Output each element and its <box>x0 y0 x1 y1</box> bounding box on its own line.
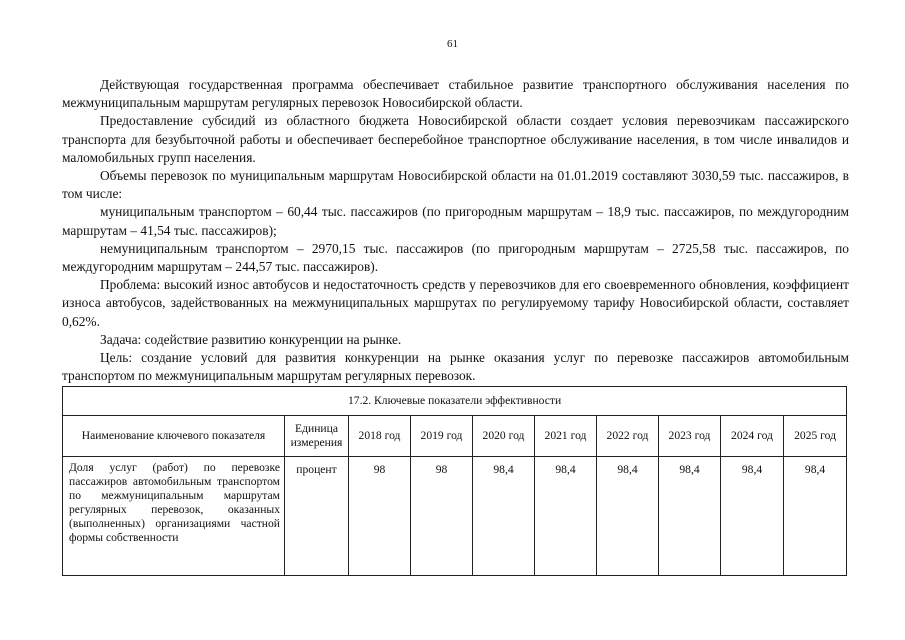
kpi-table <box>62 386 847 576</box>
paragraph-goal: Цель: создание условий для развития конкуренции на рынке оказания услуг по перевозке пассажиров автомобильным транспортом по межмуниципальным маршрутам регулярных перевозок. <box>62 350 849 384</box>
value-cell: 98,4 <box>597 457 659 576</box>
paragraph-problem: Проблема: высокий износ автобусов и недостаточность средств у перевозчиков для его своевременного обновления, коэффициент износа автобусов, задействованных на межмуниципальных маршрутах по регулируемому тарифу Новосибирской области, составляет 0,62%. <box>62 277 849 329</box>
value-cell: 98 <box>411 457 473 576</box>
value-cell: 98,4 <box>473 457 535 576</box>
table-header-row <box>63 416 847 457</box>
table-caption: 17.2. Ключевые показатели эффективности <box>63 387 847 416</box>
paragraph-task: Задача: содействие развитию конкуренции на рынке. <box>100 331 402 347</box>
value-cell: 98,4 <box>659 457 721 576</box>
header-year: 2022 год <box>597 416 659 457</box>
document-body <box>62 76 849 385</box>
value-cell: 98,4 <box>535 457 597 576</box>
header-indicator-name: Наименование ключевого показателя <box>63 416 285 457</box>
indicator-name-cell: Доля услуг (работ) по перевозке пассажиров автомобильным транспортом по межмуниципальным маршрутам регулярных перевозок, оказанных (выполненных) организациями частной формы собственности <box>63 457 285 576</box>
paragraph-program-description: Действующая государственная программа обеспечивает стабильное развитие транспортного обслуживания населения по межмуниципальным маршрутам регулярных перевозок Новосибирской области. <box>62 77 849 111</box>
paragraph-municipal-transport: муниципальным транспортом – 60,44 тыс. пассажиров (по пригородным маршрутам – 18,9 тыс. пассажиров, по междугородним маршрутам – 41,54 тыс. пассажиров); <box>62 204 849 238</box>
paragraph-transport-volume: Объемы перевозок по муниципальным маршрутам Новосибирской области на 01.01.2019 составляют 3030,59 тыс. пассажиров, в том числе: <box>62 168 849 202</box>
value-cell: 98,4 <box>784 457 847 576</box>
unit-cell: процент <box>285 457 349 576</box>
header-year: 2025 год <box>784 416 847 457</box>
table-row <box>63 457 847 576</box>
header-year: 2023 год <box>659 416 721 457</box>
header-year: 2024 год <box>721 416 784 457</box>
page-number: 61 <box>447 38 458 50</box>
header-unit: Единица измерения <box>285 416 349 457</box>
header-year: 2021 год <box>535 416 597 457</box>
header-year: 2018 год <box>349 416 411 457</box>
header-year: 2020 год <box>473 416 535 457</box>
value-cell: 98 <box>349 457 411 576</box>
paragraph-nonmunicipal-transport: немуниципальным транспортом – 2970,15 тыс. пассажиров (по пригородным маршрутам – 2725,58 тыс. пассажиров, по междугородним маршрутам – 244,57 тыс. пассажиров). <box>62 240 849 275</box>
header-year: 2019 год <box>411 416 473 457</box>
value-cell: 98,4 <box>721 457 784 576</box>
paragraph-subsidies: Предоставление субсидий из областного бюджета Новосибирской области создает условия перевозчикам пассажирского транспорта для безубыточной работы и обеспечивает бесперебойное транспортное обслуживание населения, в том числе инвалидов и маломобильных групп населения. <box>62 113 849 165</box>
